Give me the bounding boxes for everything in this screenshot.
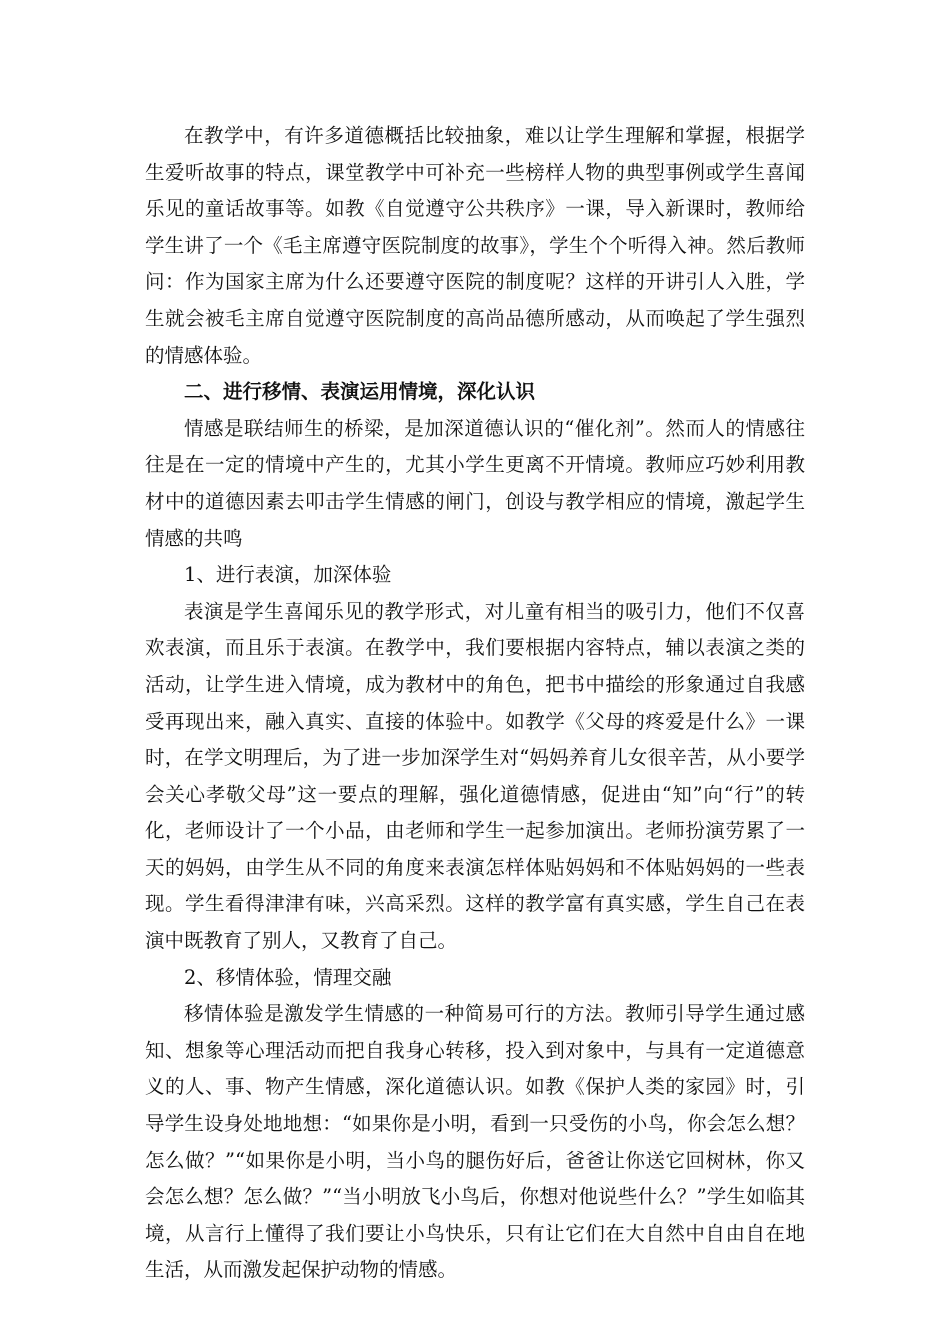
intro-paragraph: 在教学中，有许多道德概括比较抽象，难以让学生理解和掌握，根据学生爱听故事的特点，课堂教学中可补充一些榜样人物的典型事例或学生喜闻乐见的童话故事等。如教《自觉遵守公共秩序》一课，导入新课时，教师给学生讲了一个《毛主席遵守医院制度的故事》，学生个个听得入神。然后教师问：作为国家主席为什么还要遵守医院的制度呢？这样的开讲引人入胜，学生就会被毛主席自觉遵守医院制度的高尚品德所感动，从而唤起了学生强烈的情感体验。 — [145, 124, 805, 367]
section-heading-2: 二、进行移情、表演运用情境，深化认识 — [184, 380, 536, 404]
empathy-paragraph: 移情体验是激发学生情感的一种简易可行的方法。教师引导学生通过感知、想象等心理活动而把自我身心转移，投入到对象中，与具有一定道德意义的人、事、物产生情感，深化道德认识。如教《保护人类的家园》时，引导学生设身处地地想：“如果你是小明，看到一只受伤的小鸟，你会怎么想？怎么做？”“如果你是小明，当小鸟的腿伤好后，爸爸让你送它回树林，你又会怎么想？怎么做？”“当小明放飞小鸟后，你想对他说些什么？”学生如临其境，从言行上懂得了我们要让小鸟快乐，只有让它们在大自然中自由自在地生活，从而激发起保护动物的情感。 — [145, 1002, 805, 1282]
subheading-2: 2、移情体验，情理交融 — [184, 965, 392, 989]
subheading-1: 1、进行表演，加深体验 — [184, 563, 392, 587]
document-body — [145, 118, 805, 1289]
performance-paragraph: 表演是学生喜闻乐见的教学形式，对儿童有相当的吸引力，他们不仅喜欢表演，而且乐于表演。在教学中，我们要根据内容特点，辅以表演之类的活动，让学生进入情境，成为教材中的角色，把书中描绘的形象通过自我感受再现出来，融入真实、直接的体验中。如教学《父母的疼爱是什么》一课时，在学文明理后，为了进一步加深学生对“妈妈养育儿女很辛苦，从小要学会关心孝敬父母”这一要点的理解，强化道德情感，促进由“知”向“行”的转化，老师设计了一个小品，由老师和学生一起参加演出。老师扮演劳累了一天的妈妈，由学生从不同的角度来表演怎样体贴妈妈和不体贴妈妈的一些表现。学生看得津津有味，兴高采烈。这样的教学富有真实感，学生自己在表演中既教育了别人，又教育了自己。 — [145, 599, 805, 953]
section-2-paragraph: 情感是联结师生的桥梁，是加深道德认识的“催化剂”。然而人的情感往往是在一定的情境中产生的，尤其小学生更离不开情境。教师应巧妙利用教材中的道德因素去叩击学生情感的闸门，创设与教学相应的情境，激起学生情感的共鸣 — [145, 416, 805, 550]
